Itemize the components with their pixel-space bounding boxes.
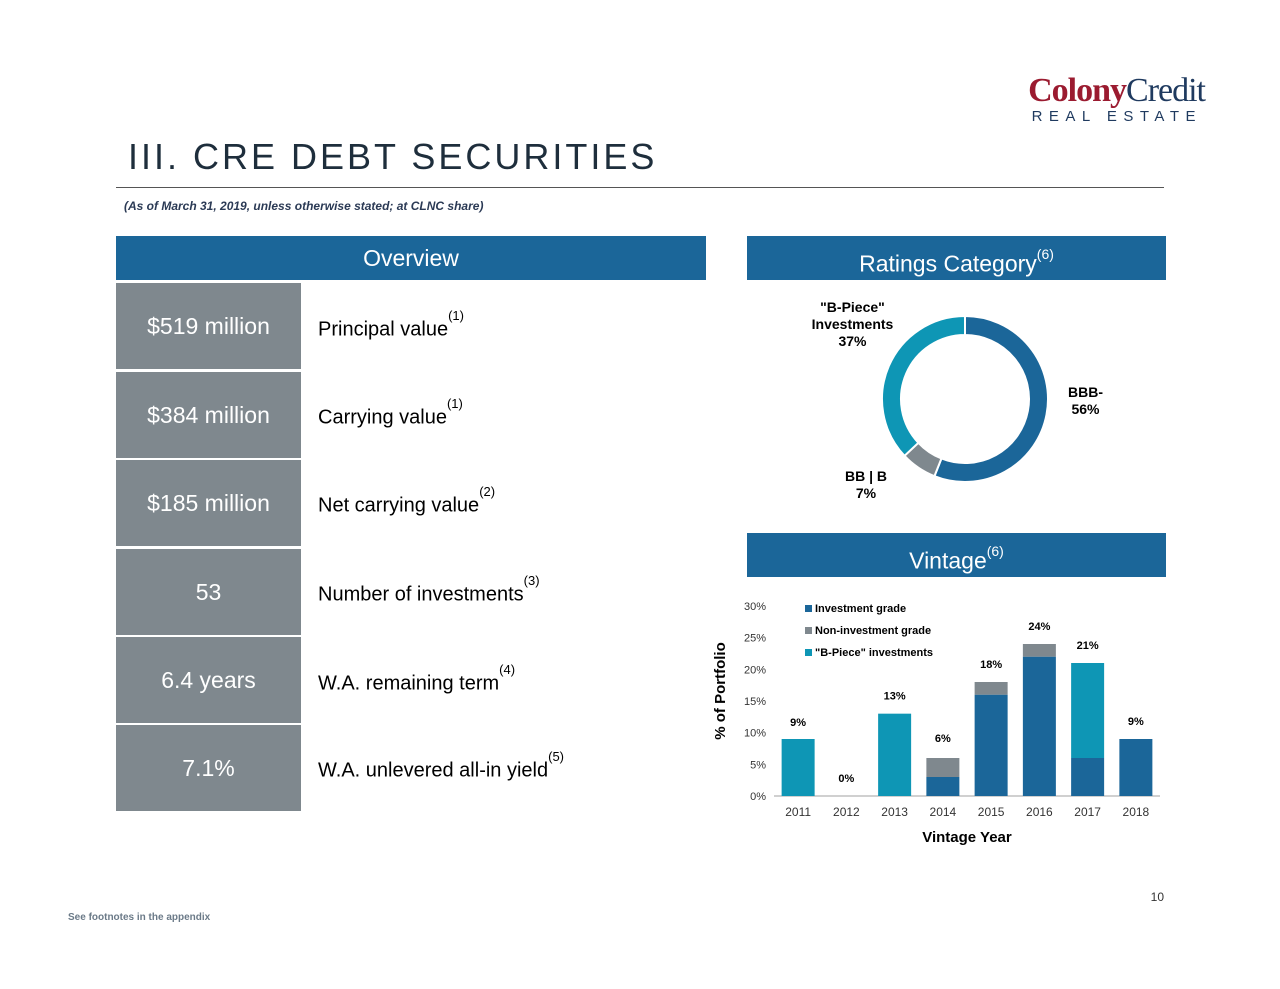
donut-slice-bbb	[934, 316, 1048, 482]
donut-label-bbb	[1058, 384, 1113, 418]
bar-2016-non-investment-grade	[1023, 644, 1056, 657]
logo-subtitle: REAL ESTATE	[1031, 108, 1202, 125]
stat-value-yield: 7.1%	[116, 725, 301, 811]
x-tick-label-2013: 2013	[881, 805, 908, 819]
donut-label-bpiece-line2: Investments	[811, 316, 894, 332]
bar-2011-b-piece-investments	[782, 739, 815, 796]
stat-label-principal-text: Principal value	[318, 318, 449, 341]
bar-2017-b-piece-investments	[1071, 663, 1104, 758]
stat-footnote-investments: (3)	[523, 573, 540, 588]
title-divider	[116, 187, 1164, 188]
x-axis-title: Vintage Year	[922, 829, 1012, 846]
stat-value-investments: 53	[116, 549, 301, 635]
stat-footnote-principal: (1)	[448, 308, 464, 323]
legend-label-b-piece-investments: "B-Piece" investments	[815, 647, 934, 659]
y-tick-label-15: 15%	[743, 696, 766, 708]
stat-label-carrying-text: Carrying value	[318, 406, 447, 429]
stat-label-principal	[318, 308, 464, 342]
x-tick-label-2016: 2016	[1026, 805, 1053, 819]
y-tick-label-5: 5%	[750, 759, 766, 772]
legend-swatch-investment-grade	[805, 605, 812, 612]
ratings-footnote: (6)	[1036, 246, 1054, 262]
donut-label-bpiece-pct: 37%	[838, 333, 867, 349]
legend-label-investment-grade: Investment grade	[815, 603, 907, 615]
bar-2015-investment-grade	[975, 695, 1008, 796]
legend-swatch-non-investment-grade	[805, 627, 812, 634]
stat-value-term: 6.4 years	[116, 637, 301, 723]
overview-header	[116, 236, 706, 280]
page-number: 10	[1150, 890, 1164, 904]
stat-label-term-text: W.A. remaining term	[318, 672, 500, 695]
stat-label-net-carrying-text: Net carrying value	[318, 494, 480, 517]
y-tick-label-20: 20%	[743, 664, 766, 677]
data-label-2014: 6%	[934, 733, 951, 745]
stat-label-term	[318, 662, 516, 696]
bar-2017-investment-grade	[1071, 758, 1104, 796]
donut-label-bbb-pct: 56%	[1071, 401, 1100, 417]
bar-2015-non-investment-grade	[975, 682, 1008, 695]
data-label-2016: 24%	[1028, 621, 1051, 633]
donut-label-bb	[830, 468, 902, 502]
vintage-header	[747, 533, 1166, 577]
stat-label-yield-text: W.A. unlevered all-in yield	[318, 759, 549, 782]
stat-footnote-carrying: (1)	[446, 396, 463, 411]
y-tick-label-30: 30%	[743, 601, 766, 613]
y-tick-label-10: 10%	[743, 727, 766, 740]
stat-label-net-carrying	[318, 484, 496, 518]
logo-word-colony: Colony	[1028, 72, 1127, 109]
stat-value-carrying: $384 million	[116, 372, 301, 458]
stat-label-yield	[318, 749, 564, 783]
ratings-header	[747, 236, 1166, 280]
vintage-title: Vintage	[909, 547, 987, 574]
donut-label-bbb-line1: BBB-	[1068, 384, 1103, 400]
x-tick-label-2015: 2015	[977, 805, 1005, 819]
overview-title: Overview	[363, 245, 459, 271]
legend-label-non-investment-grade: Non-investment grade	[815, 625, 932, 637]
footer-footnote: See footnotes in the appendix	[68, 912, 211, 923]
x-tick-label-2012: 2012	[833, 805, 860, 819]
bar-2013-b-piece-investments	[878, 714, 911, 796]
x-tick-label-2017: 2017	[1074, 805, 1101, 819]
logo-word-credit: Credit	[1126, 72, 1205, 109]
page-subtitle: (As of March 31, 2019, unless otherwise stated; at CLNC share)	[124, 199, 484, 213]
legend-swatch-b-piece-investments	[805, 649, 812, 656]
y-axis-title: % of Portfolio	[712, 642, 729, 740]
vintage-bar-chart	[706, 590, 1180, 860]
bar-2014-non-investment-grade	[926, 758, 959, 777]
x-tick-label-2011: 2011	[785, 805, 812, 819]
donut-label-bpiece-line1: "B-Piece"	[820, 299, 885, 315]
bar-2018-investment-grade	[1119, 739, 1152, 796]
stat-label-investments-text: Number of investments	[318, 583, 524, 606]
y-tick-label-25: 25%	[743, 632, 766, 645]
data-label-2018: 9%	[1127, 716, 1144, 728]
stat-footnote-term: (4)	[499, 662, 516, 677]
x-tick-label-2018: 2018	[1122, 805, 1150, 819]
y-tick-label-0: 0%	[750, 791, 766, 803]
company-logo	[1000, 72, 1205, 110]
data-label-2017: 21%	[1076, 640, 1099, 652]
stat-label-carrying	[318, 396, 463, 430]
donut-label-bb-line1: BB | B	[844, 468, 888, 484]
stat-footnote-net-carrying: (2)	[479, 484, 496, 499]
stat-value-principal: $519 million	[116, 283, 301, 369]
page-title: III. CRE DEBT SECURITIES	[128, 136, 658, 177]
bar-2016-investment-grade	[1023, 657, 1056, 796]
stat-footnote-yield: (5)	[548, 749, 564, 764]
ratings-title: Ratings Category	[859, 250, 1037, 277]
stat-label-investments	[318, 573, 540, 607]
stat-value-net-carrying: $185 million	[116, 460, 301, 546]
data-label-2015: 18%	[980, 659, 1003, 671]
x-tick-label-2014: 2014	[929, 805, 957, 819]
data-label-2011: 9%	[790, 717, 807, 729]
donut-label-bpiece	[795, 299, 910, 350]
bar-2014-investment-grade	[926, 777, 959, 796]
donut-label-bb-pct: 7%	[855, 485, 877, 501]
data-label-2013: 13%	[883, 690, 906, 703]
data-label-2012: 0%	[838, 773, 855, 785]
vintage-footnote: (6)	[986, 543, 1004, 559]
